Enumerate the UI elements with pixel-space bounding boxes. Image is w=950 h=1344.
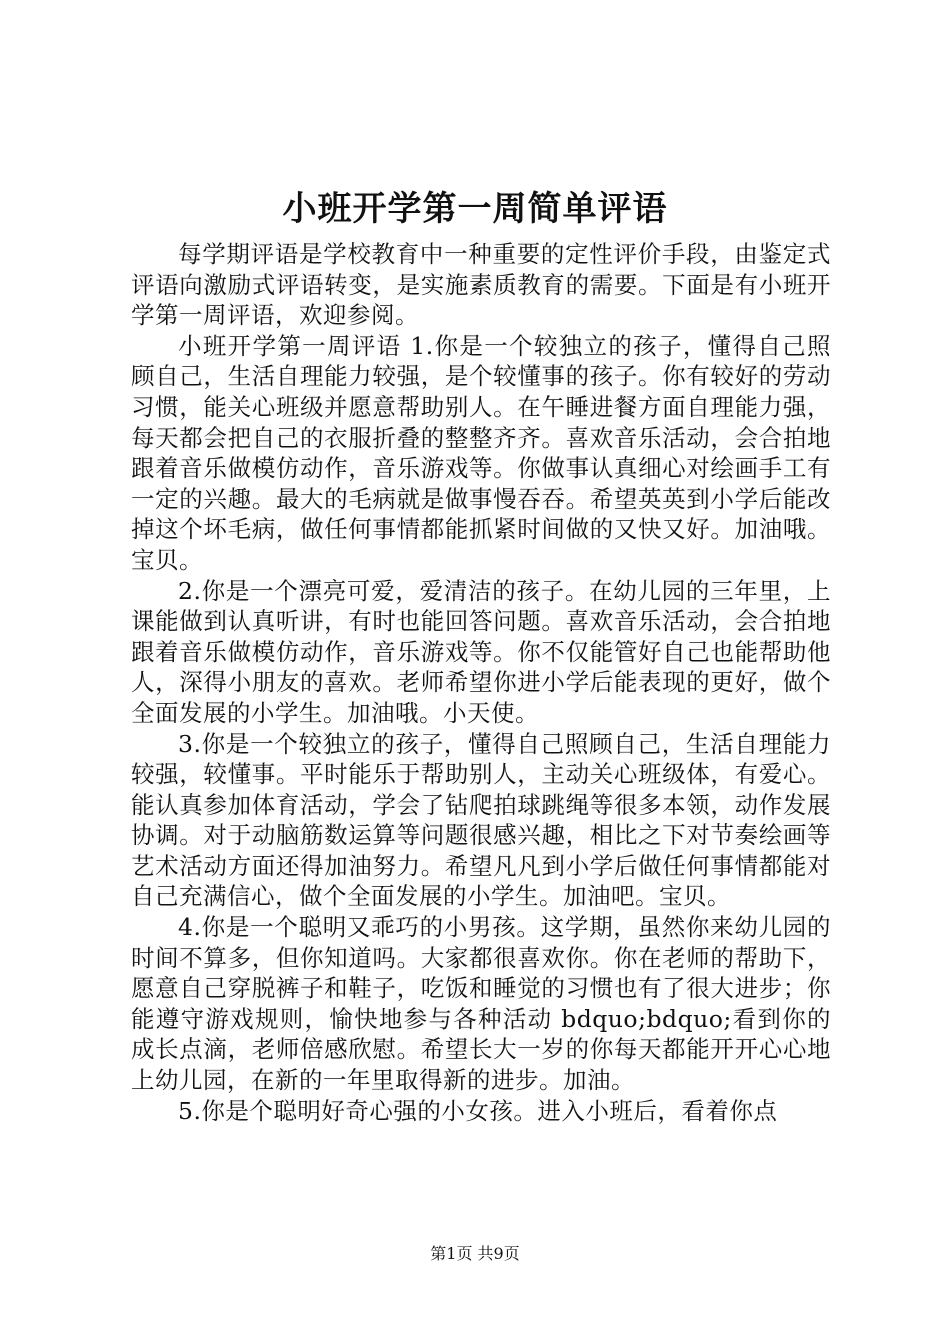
document-title: 小班开学第一周简单评语: [282, 189, 668, 229]
document-body: [131, 239, 831, 1126]
paragraph-intro: 每学期评语是学校教育中一种重要的定性评价手段，由鉴定式评语向激励式评语转变，是实施素质教育的需要。下面是有小班开学第一周评语，欢迎参阅。: [131, 240, 831, 330]
paragraph-comment-2: 2.你是一个漂亮可爱，爱清洁的孩子。在幼儿园的三年里，上课能做到认真听讲，有时也能回答问题。喜欢音乐活动，会合拍地跟着音乐做模仿动作，音乐游戏等。你不仅能管好自己也能帮助他人，深得小朋友的喜欢。老师希望你进小学后能表现的更好，做个全面发展的小学生。加油哦。小天使。: [131, 576, 831, 727]
page-footer: 第1页 共9页: [430, 1244, 520, 1263]
paragraph-comment-5: 5.你是个聪明好奇心强的小女孩。进入小班后，看着你点: [178, 1096, 778, 1125]
paragraph-comment-3: 3.你是一个较独立的孩子，懂得自己照顾自己，生活自理能力较强，较懂事。平时能乐于帮助别人，主动关心班级体，有爱心。能认真参加体育活动，学会了钻爬拍球跳绳等很多本领，动作发展协调。对于动脑筋数运算等问题很感兴趣，相比之下对节奏绘画等艺术活动方面还得加油努力。希望凡凡到小学后做任何事情都能对自己充满信心，做个全面发展的小学生。加油吧。宝贝。: [131, 729, 831, 911]
paragraph-comment-4: 4.你是一个聪明又乖巧的小男孩。这学期，虽然你来幼儿园的时间不算多，但你知道吗。大家都很喜欢你。你在老师的帮助下，愿意自己穿脱裤子和鞋子，吃饭和睡觉的习惯也有了很大进步；你能遵守游戏规则，愉快地参与各种活动 bdquo;bdquo;看到你的成长点滴，老师倍感欣慰。希望长大一岁的你每天都能开开心心地上幼儿园，在新的一年里取得新的进步。加油。: [131, 913, 831, 1095]
paragraph-comment-1: 小班开学第一周评语 1.你是一个较独立的孩子，懂得自己照顾自己，生活自理能力较强，是个较懂事的孩子。你有较好的劳动习惯，能关心班级并愿意帮助别人。在午睡进餐方面自理能力强，每天都会把自己的衣服折叠的整整齐齐。喜欢音乐活动，会合拍地跟着音乐做模仿动作，音乐游戏等。你做事认真细心对绘画手工有一定的兴趣。最大的毛病就是做事慢吞吞。希望英英到小学后能改掉这个坏毛病，做任何事情都能抓紧时间做的又快又好。加油哦。宝贝。: [131, 331, 831, 574]
